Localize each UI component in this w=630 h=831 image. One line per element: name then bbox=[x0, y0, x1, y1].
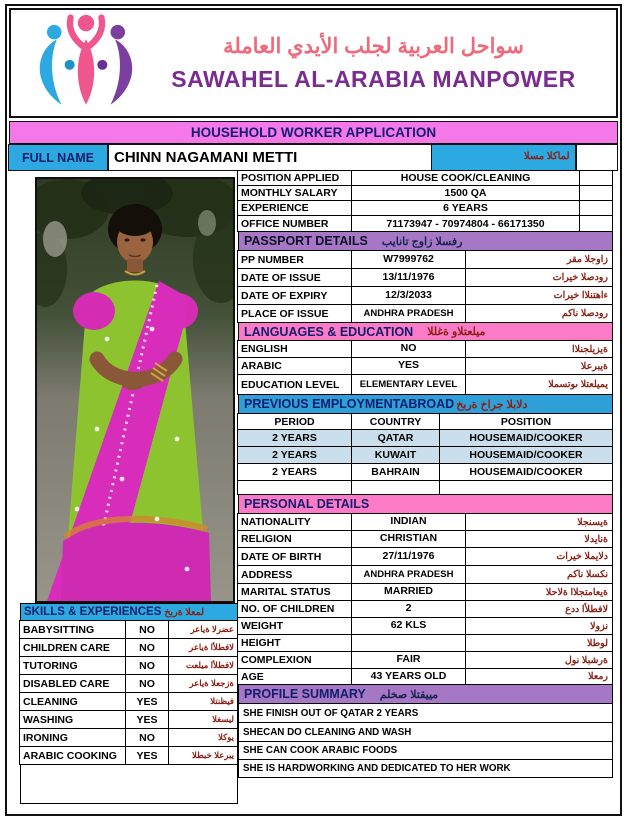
skill-value: NO bbox=[125, 656, 169, 675]
full-name-label: FULL NAME bbox=[8, 144, 109, 171]
field-label: NO. OF CHILDREN bbox=[237, 600, 352, 618]
profile-summary-line: SHECAN DO CLEANING AND WASH bbox=[238, 722, 613, 742]
employment-period: 2 YEARS bbox=[237, 429, 352, 447]
skill-label: CHILDREN CARE bbox=[19, 638, 126, 657]
section-title: PROFILE SUMMARY bbox=[244, 687, 366, 701]
field-value: FAIR bbox=[351, 651, 466, 669]
empty-cell bbox=[439, 480, 613, 495]
table-row bbox=[238, 185, 613, 201]
skill-value: YES bbox=[125, 692, 169, 711]
skill-value: YES bbox=[125, 746, 169, 765]
field-label: ARABIC bbox=[237, 357, 352, 375]
section-header-languages bbox=[238, 322, 613, 341]
details-column bbox=[238, 171, 613, 778]
empty-cell bbox=[237, 480, 352, 495]
table-row bbox=[238, 530, 613, 548]
form-title-bar: HOUSEHOLD WORKER APPLICATION bbox=[9, 121, 618, 144]
skill-row bbox=[20, 656, 238, 675]
worker-photo bbox=[35, 177, 235, 603]
employment-row bbox=[238, 429, 613, 447]
skill-value: YES bbox=[125, 710, 169, 729]
skill-label-arabic: يوكلا bbox=[168, 728, 238, 747]
profile-summary-line: SHE IS HARDWORKING AND DEDICATED TO HER WORK bbox=[238, 759, 613, 778]
field-label: EDUCATION LEVEL bbox=[237, 374, 352, 395]
skill-value: NO bbox=[125, 620, 169, 639]
field-label: OFFICE NUMBER bbox=[237, 215, 352, 232]
field-label: NATIONALITY bbox=[237, 513, 352, 531]
table-row bbox=[238, 547, 613, 566]
skill-row bbox=[20, 620, 238, 639]
field-label-arabic: نكسلا ناكم bbox=[465, 565, 613, 584]
field-label: POSITION APPLIED bbox=[237, 170, 352, 186]
field-label-arabic: ةنايدلا bbox=[465, 530, 613, 548]
skill-label-arabic: فيظنتلا bbox=[168, 692, 238, 711]
field-value: ANDHRA PRADESH bbox=[351, 304, 466, 323]
agency-english-name: SAWAHEL AL-ARABIA MANPOWER bbox=[171, 65, 576, 92]
column-header: PERIOD bbox=[237, 413, 352, 430]
field-label: WEIGHT bbox=[237, 617, 352, 635]
section-title: PREVIOUS EMPLOYMENTABROAD bbox=[244, 397, 455, 411]
field-value: 43 YEARS OLD bbox=[351, 668, 466, 685]
skill-row bbox=[20, 674, 238, 693]
skill-value: NO bbox=[125, 638, 169, 657]
table-row bbox=[238, 634, 613, 652]
section-header-personal bbox=[238, 494, 613, 514]
table-row bbox=[238, 250, 613, 269]
employment-row bbox=[238, 463, 613, 481]
table-row bbox=[238, 600, 613, 618]
field-label-arabic: ةيبرعلا bbox=[465, 357, 613, 375]
section-title-arabic: دلابلا جراخ ةربخ bbox=[456, 398, 528, 411]
field-label-arabic: يميلعتلا ىوتسملا bbox=[465, 374, 613, 395]
table-row bbox=[238, 374, 613, 395]
section-title-arabic: مييقتلا صخلم bbox=[379, 688, 439, 701]
full-name-spacer bbox=[575, 144, 618, 171]
skill-label: BABYSITTING bbox=[19, 620, 126, 639]
field-label: MARITAL STATUS bbox=[237, 583, 352, 601]
field-label-arabic: رمعلا bbox=[465, 668, 613, 685]
field-label: DATE OF BIRTH bbox=[237, 547, 352, 566]
full-name-label-arabic: لماكلا مسلا bbox=[431, 144, 577, 171]
employment-position: HOUSEMAID/COOKER bbox=[439, 429, 613, 447]
field-value: 62 KLS bbox=[351, 617, 466, 635]
profile-summary-line: SHE CAN COOK ARABIC FOODS bbox=[238, 741, 613, 760]
table-row bbox=[238, 357, 613, 375]
table-row bbox=[238, 668, 613, 685]
section-title-arabic: رفسلا زاوج تانايب bbox=[381, 235, 463, 248]
skill-label-arabic: لافطلأا ةياعر bbox=[168, 638, 238, 657]
skills-empty-cell bbox=[20, 764, 238, 804]
profile-summary-line: SHE FINISH OUT OF QATAR 2 YEARS bbox=[238, 703, 613, 723]
table-row bbox=[238, 200, 613, 216]
field-value: ELEMENTARY LEVEL bbox=[351, 374, 466, 395]
field-value: W7999762 bbox=[351, 250, 466, 269]
skill-label: TUTORING bbox=[19, 656, 126, 675]
field-value: 13/11/1976 bbox=[351, 268, 466, 287]
skill-row bbox=[20, 710, 238, 729]
field-value: ANDHRA PRADESH bbox=[351, 565, 466, 584]
skill-label-arabic: يبرعلا خبطلا bbox=[168, 746, 238, 765]
field-value: MARRIED bbox=[351, 583, 466, 601]
field-value: 12/3/2033 bbox=[351, 286, 466, 305]
table-row bbox=[238, 304, 613, 323]
employment-position: HOUSEMAID/COOKER bbox=[439, 463, 613, 481]
section-header-passport bbox=[238, 231, 613, 251]
field-value: 27/11/1976 bbox=[351, 547, 466, 566]
field-label-arabic: ةيعامتجلاا ةلاحلا bbox=[465, 583, 613, 601]
field-label: COMPLEXION bbox=[237, 651, 352, 669]
skill-label: ARABIC COOKING bbox=[19, 746, 126, 765]
table-row bbox=[238, 565, 613, 584]
field-label: EXPERIENCE bbox=[237, 200, 352, 216]
section-title: PASSPORT DETAILS bbox=[244, 234, 368, 248]
column-header: COUNTRY bbox=[351, 413, 440, 430]
skill-label: WASHING bbox=[19, 710, 126, 729]
employment-row bbox=[238, 446, 613, 464]
spacer-cell bbox=[579, 200, 613, 216]
skill-row bbox=[20, 728, 238, 747]
spacer-cell bbox=[579, 170, 613, 186]
spacer-cell bbox=[579, 215, 613, 232]
section-header-skills bbox=[20, 603, 238, 621]
field-label-arabic: دلايملا خيرات bbox=[465, 547, 613, 566]
field-value: INDIAN bbox=[351, 513, 466, 531]
field-label-arabic: ةيسنجلا bbox=[465, 513, 613, 531]
table-row bbox=[238, 617, 613, 635]
field-label-arabic: ةيزيلجنلاا bbox=[465, 340, 613, 358]
skill-label-arabic: ةزجعلا ةياعر bbox=[168, 674, 238, 693]
skill-label-arabic: ليسغلا bbox=[168, 710, 238, 729]
spacer-cell bbox=[579, 185, 613, 201]
field-value: HOUSE COOK/CLEANING bbox=[351, 170, 580, 186]
skill-row bbox=[20, 746, 238, 765]
section-title: LANGUAGES & EDUCATION bbox=[244, 324, 414, 339]
table-header-row bbox=[238, 413, 613, 430]
field-label: DATE OF EXPIRY bbox=[237, 286, 352, 305]
skill-row bbox=[20, 638, 238, 657]
field-label: RELIGION bbox=[237, 530, 352, 548]
agency-arabic-name: سواحل العربية لجلب الأيدي العاملة bbox=[223, 34, 524, 58]
table-row bbox=[238, 513, 613, 531]
section-header-profile bbox=[238, 684, 613, 704]
field-label-arabic: لوطلا bbox=[465, 634, 613, 652]
field-value: 71173947 - 70974804 - 66171350 bbox=[351, 215, 580, 232]
field-value: 1500 QA bbox=[351, 185, 580, 201]
skill-value: NO bbox=[125, 728, 169, 747]
employment-empty-row bbox=[238, 480, 613, 495]
table-row bbox=[238, 170, 613, 186]
skill-label: IRONING bbox=[19, 728, 126, 747]
skill-label-arabic: عضرلا ةياعر bbox=[168, 620, 238, 639]
employment-country: BAHRAIN bbox=[351, 463, 440, 481]
employment-country: QATAR bbox=[351, 429, 440, 447]
form-sheet bbox=[5, 4, 622, 816]
table-row bbox=[238, 583, 613, 601]
field-label: ENGLISH bbox=[237, 340, 352, 358]
employment-period: 2 YEARS bbox=[237, 446, 352, 464]
field-value: 6 YEARS bbox=[351, 200, 580, 216]
skill-label: CLEANING bbox=[19, 692, 126, 711]
skill-value: NO bbox=[125, 674, 169, 693]
section-title-arabic: ميلعتلاو ةغللا bbox=[427, 326, 486, 338]
table-row bbox=[238, 340, 613, 358]
field-label: DATE OF ISSUE bbox=[237, 268, 352, 287]
employment-period: 2 YEARS bbox=[237, 463, 352, 481]
skill-label: DISABLED CARE bbox=[19, 674, 126, 693]
field-label-arabic: نزولا bbox=[465, 617, 613, 635]
field-value: NO bbox=[351, 340, 466, 358]
full-name-row bbox=[9, 144, 618, 171]
employment-position: HOUSEMAID/COOKER bbox=[439, 446, 613, 464]
agency-titles bbox=[145, 34, 616, 93]
full-name-value: CHINN NAGAMANI METTI bbox=[107, 144, 432, 171]
skills-table bbox=[20, 603, 238, 804]
field-label-arabic: ءاهتنلاا خيرات bbox=[465, 286, 613, 305]
table-row bbox=[238, 286, 613, 305]
section-title-arabic: لمعلا ةربخ bbox=[164, 606, 205, 618]
field-label: HEIGHT bbox=[237, 634, 352, 652]
column-header: POSITION bbox=[439, 413, 613, 430]
field-label: PP NUMBER bbox=[237, 250, 352, 269]
field-label-arabic: رودصلا خيرات bbox=[465, 268, 613, 287]
section-title: SKILLS & EXPERIENCES bbox=[24, 606, 162, 618]
field-label: MONTHLY SALARY bbox=[237, 185, 352, 201]
skill-label-arabic: لافطلأا ميلعت bbox=[168, 656, 238, 675]
field-label-arabic: زاوجلا مقر bbox=[465, 250, 613, 269]
table-row bbox=[238, 215, 613, 232]
section-title: PERSONAL DETAILS bbox=[244, 497, 370, 511]
field-label: PLACE OF ISSUE bbox=[237, 304, 352, 323]
employment-country: KUWAIT bbox=[351, 446, 440, 464]
field-label-arabic: لافطلأا ددع bbox=[465, 600, 613, 618]
section-header-employment bbox=[238, 394, 613, 414]
field-value bbox=[351, 634, 466, 652]
worker-photo-illustration bbox=[37, 179, 233, 601]
field-value: CHRISTIAN bbox=[351, 530, 466, 548]
table-row bbox=[238, 651, 613, 669]
skill-row bbox=[20, 692, 238, 711]
agency-logo-icon bbox=[27, 12, 145, 114]
field-value: 2 bbox=[351, 600, 466, 618]
field-label-arabic: ةرشبلا نول bbox=[465, 651, 613, 669]
agency-header bbox=[9, 8, 618, 118]
field-label-arabic: رودصلا ناكم bbox=[465, 304, 613, 323]
table-row bbox=[238, 268, 613, 287]
field-value: YES bbox=[351, 357, 466, 375]
field-label: AGE bbox=[237, 668, 352, 685]
empty-cell bbox=[351, 480, 440, 495]
field-label: ADDRESS bbox=[237, 565, 352, 584]
